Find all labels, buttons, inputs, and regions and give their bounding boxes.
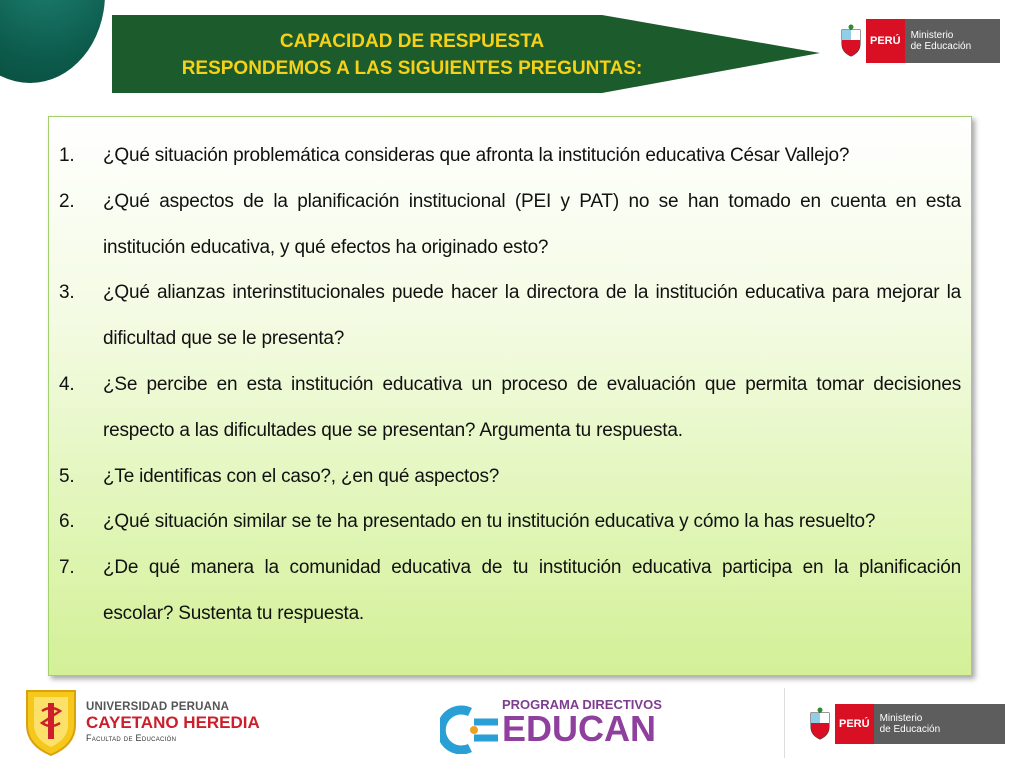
ministry-label	[874, 704, 1005, 744]
ministry-line-1: Ministerio	[910, 30, 954, 41]
question-number: 6.	[59, 511, 75, 533]
question-text: ¿De qué manera la comunidad educativa de tu institución educativa participa en la planificación escolar? Sustenta tu respuesta.	[103, 557, 961, 624]
question-number: 1.	[59, 145, 75, 166]
program-label: PROGRAMA DIRECTIVOS	[502, 697, 662, 712]
question-text: ¿Qué situación similar se te ha presentado en tu institución educativa y cómo la has resuelto?	[103, 511, 876, 533]
university-line-2: CAYETANO HEREDIA	[86, 713, 260, 732]
question-number: 4.	[59, 373, 75, 395]
peru-label: PERÚ	[835, 704, 874, 744]
question-number: 7.	[59, 557, 75, 579]
question-item	[49, 179, 971, 271]
question-number: 2.	[59, 190, 75, 212]
questions-list	[49, 133, 971, 637]
university-line-1: UNIVERSIDAD PERUANA	[86, 701, 230, 713]
ministry-line-1: Ministerio	[879, 713, 923, 724]
ministry-line-2: de Educación	[910, 41, 972, 52]
university-logo	[24, 686, 284, 758]
question-text: ¿Te identificas con el caso?, ¿en qué aspectos?	[103, 465, 500, 487]
question-number: 3.	[59, 282, 75, 304]
question-text: ¿Qué situación problemática consideras que afronta la institución educativa César Vallejo?	[103, 145, 850, 166]
peru-label: PERÚ	[866, 19, 905, 63]
question-text: ¿Qué alianzas interinstitucionales puede hacer la directora de la institución educativa para mejorar la dificultad que se le presenta?	[103, 282, 961, 350]
university-line-3: Facultad de Educación	[86, 733, 177, 743]
peru-coat-of-arms-icon	[805, 704, 835, 744]
question-number: 5.	[59, 465, 75, 487]
question-item	[49, 133, 971, 179]
question-text: ¿Se percibe en esta institución educativa un proceso de evaluación que permita tomar decisiones respecto a las dificultades que se presentan? Argumenta tu respuesta.	[103, 373, 961, 441]
title-line-1: CAPACIDAD DE RESPUESTA	[279, 31, 545, 52]
ministry-line-2: de Educación	[879, 724, 941, 735]
educan-mark-icon	[440, 704, 504, 754]
questions-panel	[48, 116, 972, 676]
question-item	[49, 454, 971, 500]
ministry-label	[905, 19, 1000, 63]
question-item	[49, 362, 971, 454]
question-item	[49, 270, 971, 362]
university-shield-icon	[24, 687, 78, 757]
peru-coat-of-arms-icon	[836, 19, 866, 63]
page-title	[112, 28, 712, 82]
question-text: ¿Qué aspectos de la planificación institucional (PEI y PAT) no se han tomado en cuenta en esta institución educativa, y qué efectos ha originado esto?	[103, 190, 961, 258]
corner-decoration	[0, 0, 105, 83]
ministry-logo-top	[836, 19, 1000, 63]
university-name	[86, 701, 260, 743]
program-name: EDUCAN	[502, 708, 657, 749]
ministry-logo-bottom-wrapper	[784, 688, 1007, 758]
question-item	[49, 499, 971, 545]
header-banner	[112, 15, 820, 93]
question-item	[49, 545, 971, 637]
title-line-2: RESPONDEMOS A LAS SIGUIENTES PREGUNTAS:	[181, 58, 643, 79]
ministry-logo-bottom	[805, 704, 1005, 744]
educan-logo	[440, 694, 662, 754]
